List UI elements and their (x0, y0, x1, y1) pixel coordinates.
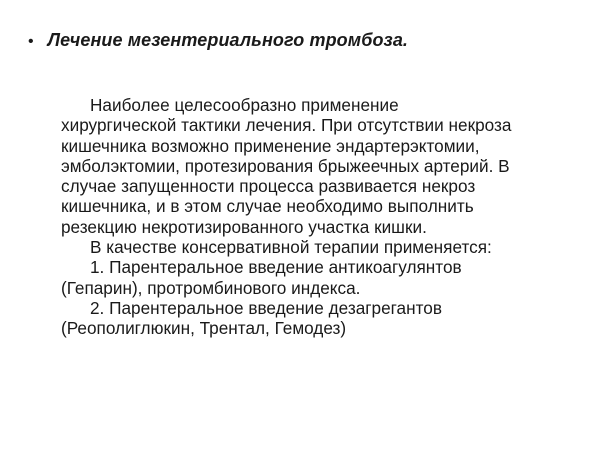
body-line: кишечника возможно применение эндартерэктомии, (61, 135, 480, 156)
body-line: случае запущенности процесса развивается некроз (61, 176, 476, 197)
body-line: В качестве консервативной терапии применяется: (90, 237, 492, 258)
body-text (61, 95, 601, 339)
body-line: кишечника, и в этом случае необходимо выполнить (61, 196, 474, 217)
slide-title: Лечение мезентериального тромбоза. (47, 30, 409, 50)
bullet-icon: • (28, 33, 34, 50)
body-line: хирургической тактики лечения. При отсутствии некроза (61, 115, 512, 136)
list-item-1-continuation: (Гепарин), протромбинового индекса. (61, 277, 361, 298)
body-line: эмболэктомии, протезирования брыжеечных артерий. В (61, 155, 510, 176)
body-line: резекцию некротизированного участка кишки. (61, 216, 427, 237)
list-item-2: 2. Парентеральное введение дезагрегантов (90, 297, 442, 318)
body-line: Наиболее целесообразно применение (90, 95, 399, 115)
title-bullet-item (28, 30, 408, 51)
list-item-1: 1. Парентеральное введение антикоагулянтов (90, 257, 462, 278)
list-item-2-continuation: (Реополиглюкин, Трентал, Гемодез) (61, 318, 347, 339)
